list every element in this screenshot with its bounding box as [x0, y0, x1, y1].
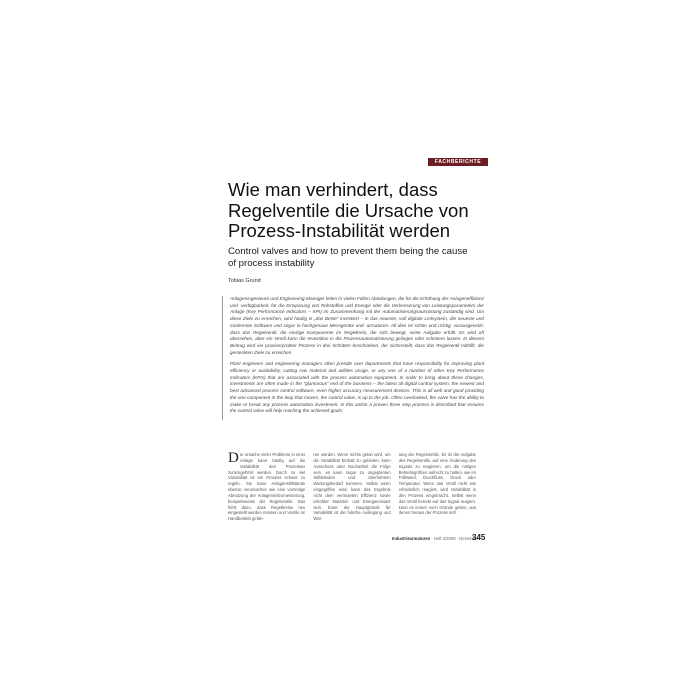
body-column-3: tung der Regelventile. Es ist die Aufgabe des Regelventils, auf eine Änderung des Signals zu reagieren, um die nötigen Betriebsgrößen aufrecht zu halten, wie im Füllstand, Durchfluss, Druck oder Temperatur. Wenn das Ventil nicht wie erforderlich reagiert, wird Variabilität in den Prozess eingebracht. Selbst wenn das Ventil korrekt auf das Signal reagiert, kann es immer noch Gründe geben, aus denen heraus der Prozess sich [398, 452, 476, 516]
title-line: Wie man verhindert, dass [228, 179, 438, 200]
body-columns [228, 452, 476, 530]
abstract-block [222, 296, 484, 420]
body-column-2: ren werden. Wenn nichts getan wird, um die Variabilität Einhalt zu gebieten, kann Ausschuss oder Nacharbeit die Folge sein, es kann sogar zu ungeplanten Stillständen und überhöhtem Wartungsbedarf kommen. Selbst wenn eingegriffen wird, kann das Ergebnis nicht dem vermuteten Effizienz sowie erhöhter Material- und Energieeinsatz sein. Einer der Hauptgründe für Variabilität ist die falsche Auslegung und Wär- [313, 452, 391, 522]
article-subtitle [228, 246, 488, 270]
title-line: Regelventile die Ursache von [228, 199, 469, 221]
section-label: FACHBERICHTE [428, 158, 488, 166]
issue-info: · Heft 4/2009 · Dezember [431, 536, 479, 541]
page-number: 345 [472, 533, 486, 542]
body-column-1-text: ie Ursache vieler Probleme in einer Anlage kann häufig auf die Variabilität des Prozesses zurückgeführt werden. Durch zu viel Variabilität ist ein Prozess schwer zu regeln. Sie kann Anlagenstillstände ebenso verursachen wie eine vorzeitige Abnutzung der Anlageninstrumentierung, beispielsweise der Regelventile. Das führt dazu, dass Regelkreise neu eingestellt werden müssen und Ventile im Handbetrieb gefah- [228, 452, 306, 522]
author-name: Tobias Grund [228, 278, 261, 284]
journal-name: Industriearmaturen [392, 536, 431, 541]
abstract-english: Plant engineers and engineering managers often preside over departments that have responsibility for improving plant efficiency or availability, cutting raw material and utilities usage, or any one of a number of other Key Performance Indicators (KPIs) that are associated with the process automation equipment. In order to bring about these changes, investments are often made in the “glamorous” end of the business – the latest all digital control system, the newest and best advanced process control software, even higher accuracy measurement devices. This is all well and good providing the one component in the loop that moves, the control valve, is up to the job. Often overlooked, the valve has the ability to make or break any process automation investment. In this article a proven three step process is described that ensures the control valve will help reaching the achieved goals. [230, 361, 484, 414]
page-footer [392, 535, 484, 543]
subtitle-line: of process instability [228, 258, 315, 269]
body-column-1 [228, 452, 305, 530]
drop-cap: D [228, 452, 239, 466]
article-title [228, 180, 508, 242]
title-line: Prozess-Instabilität werden [228, 220, 451, 241]
abstract-german: Anlageningenieure und Engineering-Manager leiten in vielen Fällen Abteilungen, die für die Erhöhung der Anlageneffizienz und -verfügbarkeit, für die Einsparung von Rohstoffen und Energie oder die Verbesserung von Leistungsparametern der Anlage (Key Performance Indicators – KPI) im Zusammenhang mit der Automatisierungsausrüstung zuständig sind. Um diese Ziele zu erreichen, wird häufig in „das Beste“ investiert – in das neueste, voll digitale Leitsystem, die neueste und modernste Software und sogar in hochgenaue Messgeräte und -armaturen. All dies ist schön und richtig, vorausgesetzt, dass das Regelventil, die einzige Komponente im Regelkreis, die sich bewegt, seine Aufgabe erfüllt. Es wird oft übersehen, aber ein Ventil kann die Investition in die Prozessautomatisierung gelingen oder scheitern lassen. In diesem Beitrag wird ein praxiserprobter Prozess in drei Schritten beschrieben, der sicherstellt, dass das Regelventil mithilft, die gesteckten Ziele zu erreichen. [230, 296, 484, 355]
subtitle-line: Control valves and how to prevent them being the cause [228, 246, 468, 257]
